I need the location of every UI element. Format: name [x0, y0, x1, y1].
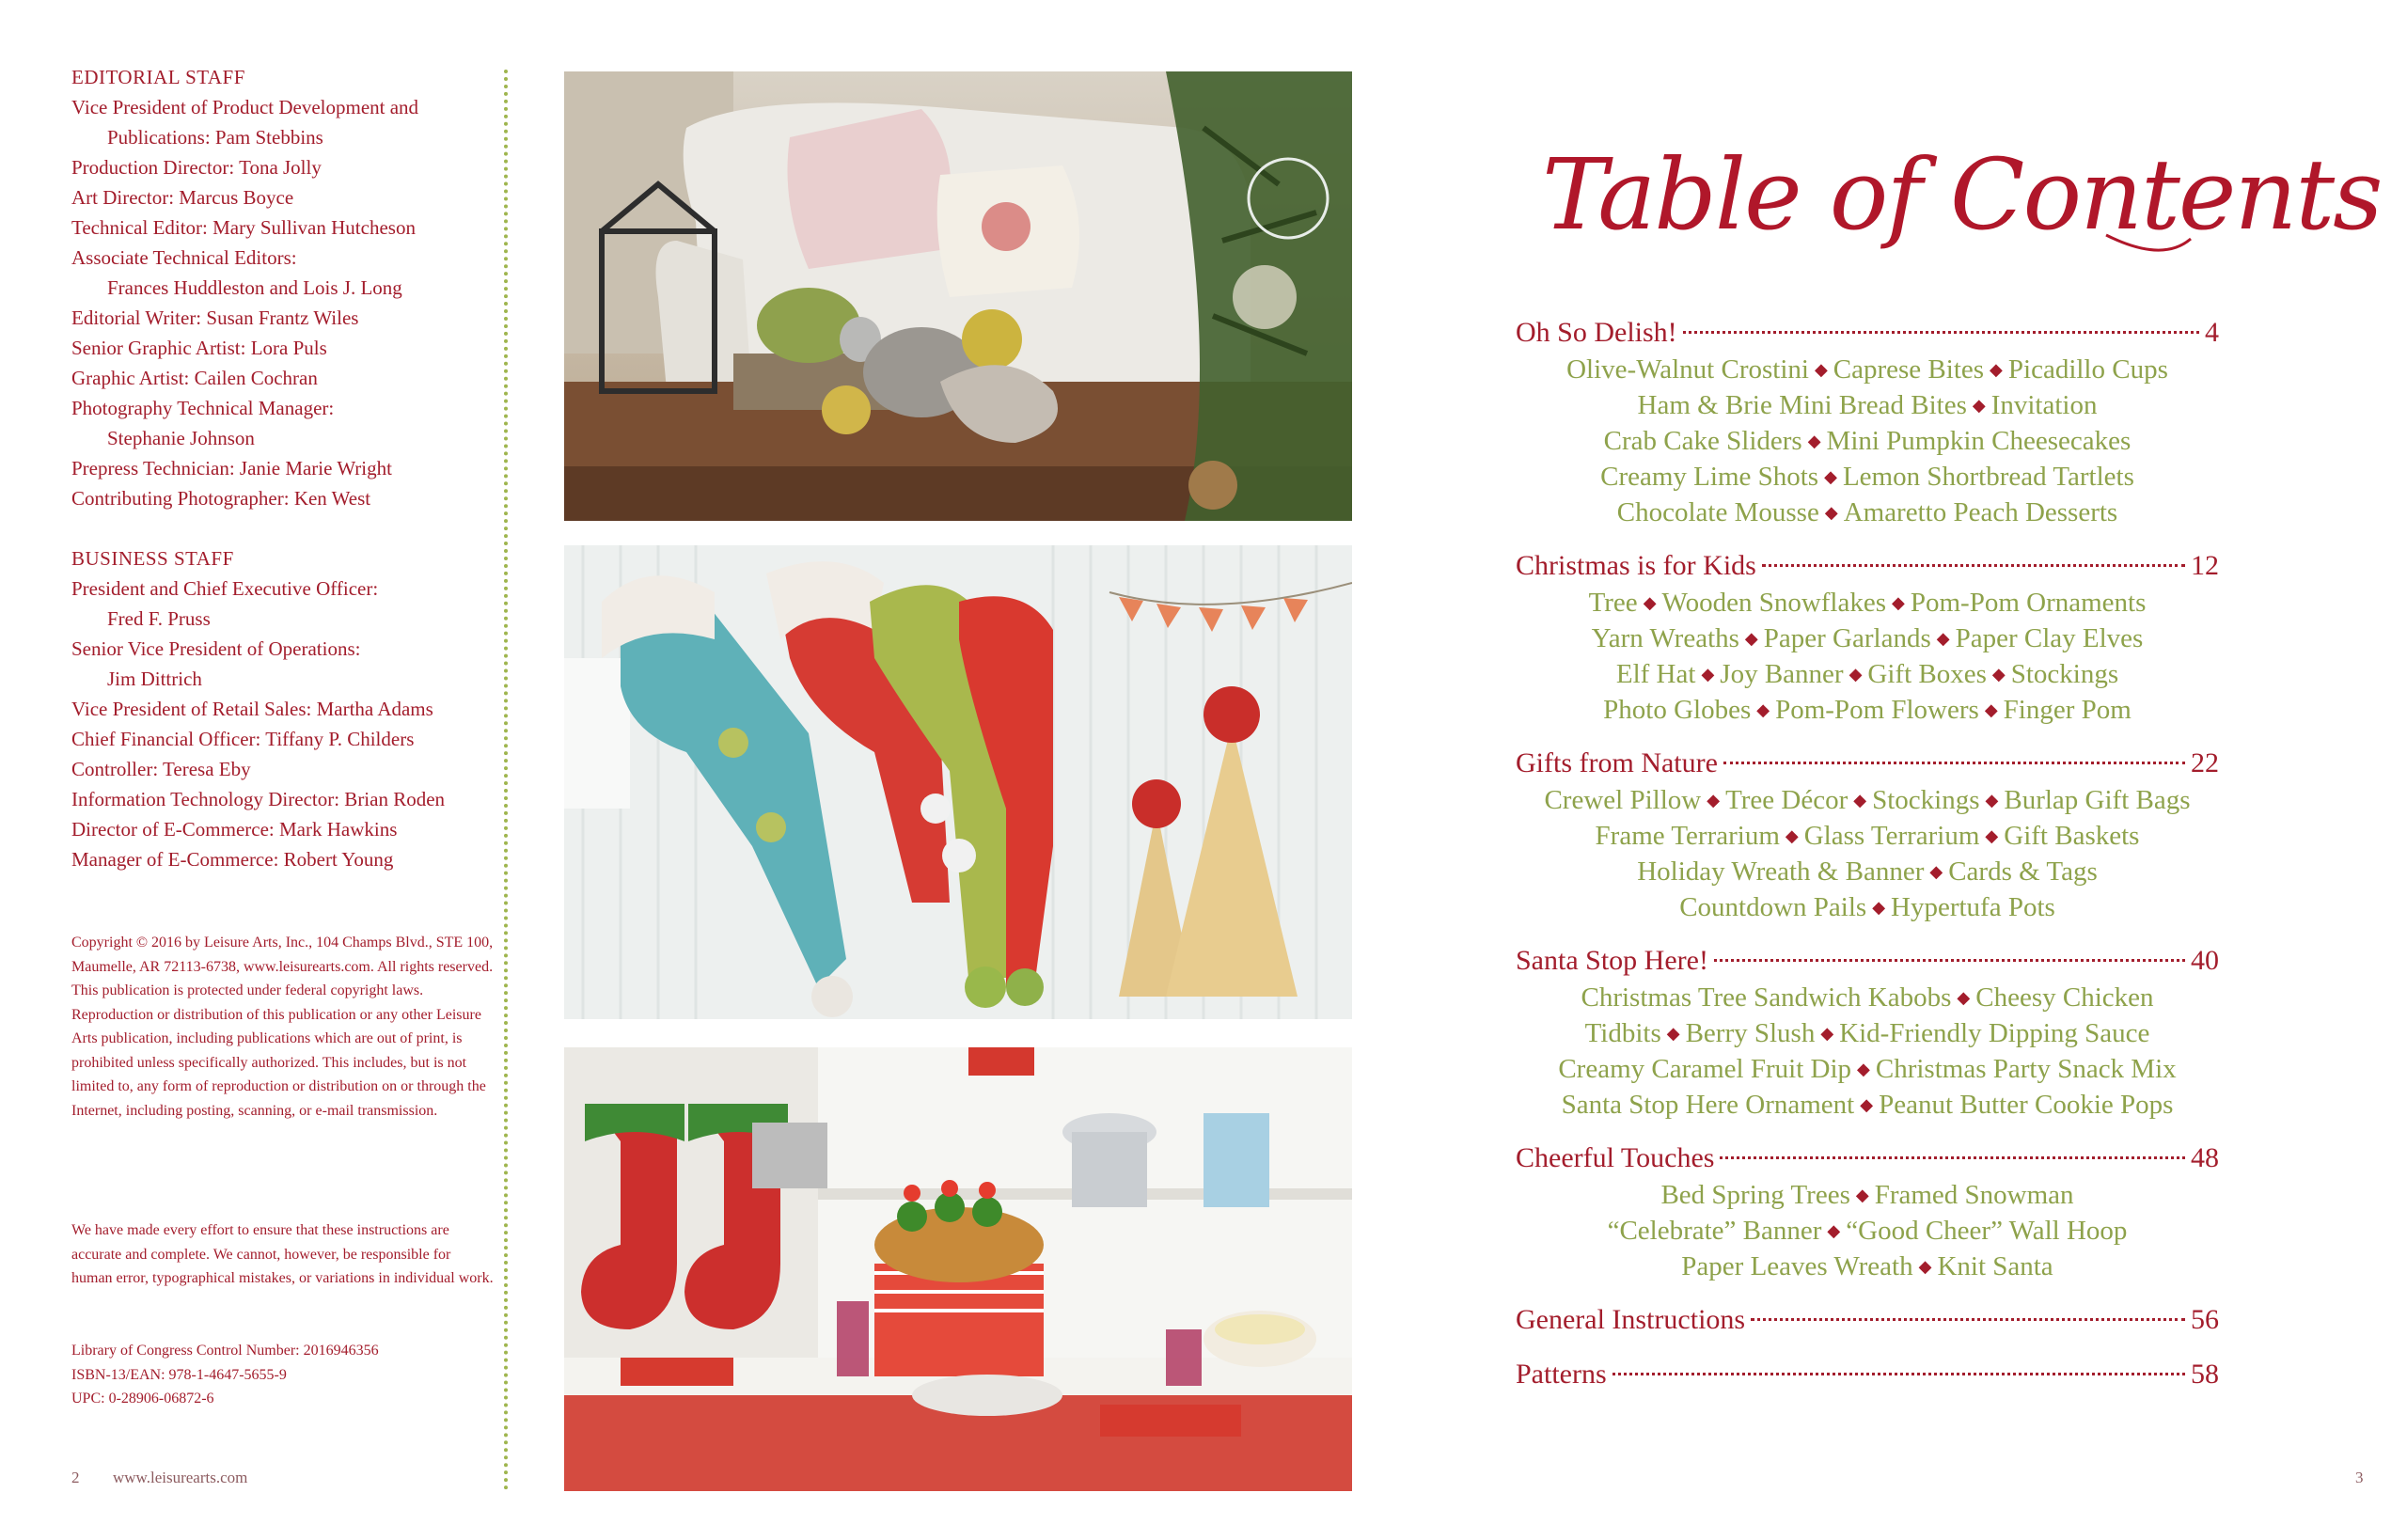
diamond-separator-icon: ◆ — [1785, 826, 1799, 845]
toc-section-title: Christmas is for Kids — [1516, 550, 1756, 581]
diamond-separator-icon: ◆ — [1666, 1024, 1680, 1043]
toc-project-item[interactable]: Ham & Brie Mini Bread Bites — [1637, 390, 1967, 420]
toc-item-line — [1516, 656, 2219, 692]
dot-leader — [1751, 1318, 2185, 1321]
toc-section-title: Cheerful Touches — [1516, 1142, 1715, 1173]
toc-section-title: Oh So Delish! — [1516, 317, 1677, 348]
photo-party-table — [564, 1047, 1352, 1491]
toc-project-item[interactable]: Paper Garlands — [1763, 623, 1931, 653]
dot-leader — [1613, 1373, 2185, 1375]
business-staff-line: Information Technology Director: Brian Roden — [71, 788, 446, 810]
dot-leader — [1714, 959, 2185, 962]
diamond-separator-icon: ◆ — [1701, 665, 1715, 684]
diamond-separator-icon: ◆ — [1936, 629, 1950, 648]
toc-item-line — [1516, 585, 2219, 621]
toc-page-number: 56 — [2191, 1304, 2219, 1335]
toc-section — [1516, 547, 2219, 728]
toc-item-line — [1516, 980, 2219, 1015]
toc-page-number: 48 — [2191, 1142, 2219, 1173]
library-info — [71, 1339, 495, 1411]
toc-project-item[interactable]: Peanut Butter Cookie Pops — [1879, 1090, 2174, 1120]
toc-section-title: Patterns — [1516, 1359, 1607, 1390]
toc-project-item[interactable]: Holiday Wreath & Banner — [1637, 856, 1925, 887]
toc-project-item[interactable]: Glass Terrarium — [1803, 821, 1980, 851]
business-staff-line: Vice President of Retail Sales: Martha Adams — [71, 698, 433, 720]
diamond-separator-icon: ◆ — [1985, 826, 1999, 845]
diamond-separator-icon: ◆ — [1860, 1095, 1874, 1114]
toc-project-item[interactable]: “Celebrate” Banner — [1607, 1216, 1822, 1246]
toc-list — [1516, 314, 2219, 1410]
toc-project-item[interactable]: Paper Clay Elves — [1955, 623, 2144, 653]
toc-item-line — [1516, 459, 2219, 495]
toc-item-line — [1516, 352, 2219, 387]
business-staff-line: Controller: Teresa Eby — [71, 758, 251, 780]
toc-page-number: 40 — [2191, 945, 2219, 976]
editorial-staff-line: Associate Technical Editors: — [71, 246, 297, 269]
toc-item-line — [1516, 423, 2219, 459]
toc-page-number: 12 — [2191, 550, 2219, 581]
diamond-separator-icon: ◆ — [1744, 629, 1758, 648]
toc-project-item[interactable]: Yarn Wreaths — [1591, 623, 1739, 653]
toc-project-item[interactable]: Lemon Shortbread Tartlets — [1842, 462, 2134, 492]
copyright-text: Copyright © 2016 by Leisure Arts, Inc., 104 Champs Blvd., STE 100, Maumelle, AR 72113-6738, www.leisurearts.com. All rights reserved. This publication is protected under federal copyright laws. Reproduction or distribution of this publication or any other Leisure Arts publication, including publications which are out of print, is prohibited unless specifically authorized. This includes, but is not limited to, any form of reproduction or distribution on or through the Internet, including posting, scanning, or e-mail transmission. — [71, 935, 494, 1119]
toc-section — [1516, 1301, 2219, 1339]
right-page-number: 3 — [2355, 1469, 2364, 1486]
toc-item-line — [1516, 818, 2219, 854]
toc-project-item[interactable]: Tidbits — [1584, 1018, 1661, 1048]
toc-project-item[interactable]: Knit Santa — [1937, 1251, 2053, 1281]
toc-item-line — [1516, 1015, 2219, 1051]
toc-section-heading[interactable] — [1516, 942, 2219, 980]
business-staff-line: President and Chief Executive Officer: — [71, 577, 379, 600]
toc-item-line — [1516, 495, 2219, 530]
toc-project-item[interactable]: Kid-Friendly Dipping Sauce — [1839, 1018, 2150, 1048]
toc-project-item[interactable]: Joy Banner — [1720, 659, 1844, 689]
diamond-separator-icon: ◆ — [1824, 467, 1837, 486]
toc-project-item[interactable]: Invitation — [1990, 390, 2098, 420]
toc-project-item[interactable]: Framed Snowman — [1874, 1180, 2074, 1210]
editorial-staff-heading: EDITORIAL STAFF — [71, 66, 245, 88]
toc-section-heading[interactable] — [1516, 1139, 2219, 1177]
photo-elf-hats — [564, 545, 1352, 1019]
toc-project-item[interactable]: Chocolate Mousse — [1616, 497, 1819, 527]
toc-section-heading[interactable] — [1516, 314, 2219, 352]
diamond-separator-icon: ◆ — [1872, 898, 1886, 917]
diamond-separator-icon: ◆ — [1990, 360, 2003, 379]
toc-project-item[interactable]: Creamy Lime Shots — [1600, 462, 1819, 492]
diamond-separator-icon: ◆ — [1984, 700, 1998, 719]
toc-page-number: 4 — [2205, 317, 2219, 348]
diamond-separator-icon: ◆ — [1918, 1257, 1932, 1276]
toc-project-item[interactable]: Crewel Pillow — [1544, 785, 1702, 815]
toc-project-item[interactable]: Stockings — [2010, 659, 2119, 689]
editorial-staff-line: Stephanie Johnson — [107, 427, 255, 449]
toc-item-line — [1516, 1051, 2219, 1087]
toc-project-item[interactable]: Frame Terrarium — [1595, 821, 1780, 851]
toc-item-line — [1516, 692, 2219, 728]
diamond-separator-icon: ◆ — [1756, 700, 1770, 719]
toc-item-line — [1516, 854, 2219, 889]
business-staff-line: Fred F. Pruss — [107, 607, 211, 630]
toc-item-line — [1516, 889, 2219, 925]
toc-project-item[interactable]: Bed Spring Trees — [1660, 1180, 1850, 1210]
toc-project-item[interactable]: Finger Pom — [2003, 695, 2132, 725]
isbn: ISBN-13/EAN: 978-1-4647-5655-9 — [71, 1366, 287, 1383]
diamond-separator-icon: ◆ — [1957, 988, 1971, 1007]
diamond-separator-icon: ◆ — [1929, 862, 1943, 881]
toc-project-item[interactable]: Gift Baskets — [2004, 821, 2140, 851]
diamond-separator-icon: ◆ — [1853, 791, 1867, 809]
disclaimer-text: We have made every effort to ensure that these instructions are accurate and complete. We cannot, however, be responsible for human error, typographical mistakes, or variations in individual work. — [71, 1222, 494, 1286]
editorial-staff-line: Art Director: Marcus Boyce — [71, 186, 294, 209]
photo-living-room-decor — [564, 71, 1352, 521]
diamond-separator-icon: ◆ — [1991, 665, 2006, 684]
dot-leader — [1683, 331, 2199, 334]
title-swash-ornament — [1542, 226, 2200, 263]
left-page-number: 2 — [71, 1469, 80, 1486]
toc-project-item[interactable]: Stockings — [1872, 785, 1980, 815]
credits-column — [71, 62, 504, 874]
toc-project-item[interactable]: Pom-Pom Flowers — [1775, 695, 1979, 725]
business-staff-line: Senior Vice President of Operations: — [71, 637, 361, 660]
business-staff-line: Manager of E-Commerce: Robert Young — [71, 848, 394, 871]
diamond-separator-icon: ◆ — [1857, 1060, 1870, 1078]
editorial-staff-list — [71, 92, 504, 513]
toc-project-item[interactable]: Photo Globes — [1603, 695, 1752, 725]
dot-leader — [1720, 1156, 2185, 1159]
editorial-staff-line: Photography Technical Manager: — [71, 397, 335, 419]
toc-project-item[interactable]: Olive-Walnut Crostini — [1566, 354, 1809, 385]
toc-item-line — [1516, 1177, 2219, 1213]
dot-leader — [1723, 762, 2185, 764]
editorial-staff-line: Contributing Photographer: Ken West — [71, 487, 371, 510]
toc-project-item[interactable]: Wooden Snowflakes — [1661, 588, 1887, 618]
editorial-staff-line: Frances Huddleston and Lois J. Long — [107, 276, 402, 299]
diamond-separator-icon: ◆ — [1707, 791, 1721, 809]
accuracy-disclaimer — [71, 1218, 495, 1291]
editorial-staff-line: Publications: Pam Stebbins — [107, 126, 323, 149]
toc-item-line — [1516, 1087, 2219, 1123]
editorial-staff-line: Technical Editor: Mary Sullivan Hutcheson — [71, 216, 416, 239]
toc-project-item[interactable]: Cheesy Chicken — [1975, 982, 2154, 1013]
toc-project-item[interactable]: Creamy Caramel Fruit Dip — [1558, 1054, 1852, 1084]
toc-section-title: Santa Stop Here! — [1516, 945, 1708, 976]
business-staff-line: Chief Financial Officer: Tiffany P. Childers — [71, 728, 415, 750]
diamond-separator-icon: ◆ — [1849, 665, 1863, 684]
dotted-divider — [504, 70, 508, 1491]
business-staff-list — [71, 574, 504, 874]
dot-leader — [1762, 564, 2185, 567]
toc-project-item[interactable]: Christmas Tree Sandwich Kabobs — [1581, 982, 1952, 1013]
business-staff-heading: BUSINESS STAFF — [71, 547, 234, 570]
toc-title: Table of Contents — [1542, 137, 2382, 252]
upc: UPC: 0-28906-06872-6 — [71, 1391, 214, 1406]
toc-project-item[interactable]: Berry Slush — [1685, 1018, 1816, 1048]
toc-section — [1516, 745, 2219, 925]
toc-project-item[interactable]: Hypertufa Pots — [1891, 892, 2055, 922]
diamond-separator-icon: ◆ — [1820, 1024, 1834, 1043]
toc-section-heading[interactable] — [1516, 1356, 2219, 1393]
editorial-staff-line: Production Director: Tona Jolly — [71, 156, 322, 179]
copyright-notice — [71, 931, 495, 1123]
toc-item-line — [1516, 621, 2219, 656]
diamond-separator-icon: ◆ — [1972, 396, 1986, 415]
toc-project-item[interactable]: Tree — [1588, 588, 1638, 618]
diamond-separator-icon: ◆ — [1643, 593, 1657, 612]
toc-project-item[interactable]: Picadillo Cups — [2007, 354, 2168, 385]
diamond-separator-icon: ◆ — [1824, 503, 1838, 522]
toc-project-item[interactable]: Crab Cake Sliders — [1603, 426, 1802, 456]
toc-project-item[interactable]: Amaretto Peach Desserts — [1843, 497, 2118, 527]
diamond-separator-icon: ◆ — [1855, 1186, 1869, 1204]
toc-project-item[interactable]: Pom-Pom Ornaments — [1910, 588, 2147, 618]
editorial-staff-line: Graphic Artist: Cailen Cochran — [71, 367, 318, 389]
editorial-staff-line: Prepress Technician: Janie Marie Wright — [71, 457, 392, 479]
toc-section — [1516, 942, 2219, 1123]
lccn: Library of Congress Control Number: 2016946356 — [71, 1343, 379, 1359]
toc-section — [1516, 1356, 2219, 1393]
toc-project-item[interactable]: Santa Stop Here Ornament — [1561, 1090, 1855, 1120]
diamond-separator-icon: ◆ — [1807, 432, 1821, 450]
toc-item-line — [1516, 1249, 2219, 1284]
toc-item-line — [1516, 1213, 2219, 1249]
editorial-staff-line: Vice President of Product Development and — [71, 96, 419, 118]
toc-section-title: General Instructions — [1516, 1304, 1746, 1335]
toc-project-item[interactable]: Caprese Bites — [1833, 354, 1985, 385]
business-staff-line: Director of E-Commerce: Mark Hawkins — [71, 818, 398, 841]
diamond-separator-icon: ◆ — [1892, 593, 1905, 612]
diamond-separator-icon: ◆ — [1814, 360, 1828, 379]
toc-project-item[interactable]: Gift Boxes — [1867, 659, 1987, 689]
toc-project-item[interactable]: Christmas Party Snack Mix — [1875, 1054, 2177, 1084]
toc-project-item[interactable]: Mini Pumpkin Cheesecakes — [1826, 426, 2132, 456]
toc-project-item[interactable]: Elf Hat — [1615, 659, 1696, 689]
toc-section-heading[interactable] — [1516, 745, 2219, 782]
toc-project-item[interactable]: Burlap Gift Bags — [2004, 785, 2191, 815]
toc-page-number: 58 — [2191, 1359, 2219, 1390]
toc-project-item[interactable]: Cards & Tags — [1948, 856, 2098, 887]
website-footer: www.leisurearts.com — [113, 1469, 248, 1486]
toc-item-line — [1516, 782, 2219, 818]
diamond-separator-icon: ◆ — [1827, 1221, 1841, 1240]
toc-project-item[interactable]: Paper Leaves Wreath — [1681, 1251, 1913, 1281]
toc-section-heading[interactable] — [1516, 1301, 2219, 1339]
business-staff-line: Jim Dittrich — [107, 668, 202, 690]
toc-project-item[interactable]: Tree Décor — [1725, 785, 1849, 815]
toc-section — [1516, 314, 2219, 530]
business-staff-block — [71, 543, 504, 874]
toc-item-line — [1516, 387, 2219, 423]
toc-section-title: Gifts from Nature — [1516, 747, 1718, 778]
toc-section-heading[interactable] — [1516, 547, 2219, 585]
toc-section — [1516, 1139, 2219, 1284]
editorial-staff-line: Editorial Writer: Susan Frantz Wiles — [71, 306, 359, 329]
editorial-staff-line: Senior Graphic Artist: Lora Puls — [71, 337, 327, 359]
toc-project-item[interactable]: “Good Cheer” Wall Hoop — [1846, 1216, 2128, 1246]
toc-project-item[interactable]: Countdown Pails — [1679, 892, 1867, 922]
diamond-separator-icon: ◆ — [1985, 791, 1999, 809]
toc-page-number: 22 — [2191, 747, 2219, 778]
